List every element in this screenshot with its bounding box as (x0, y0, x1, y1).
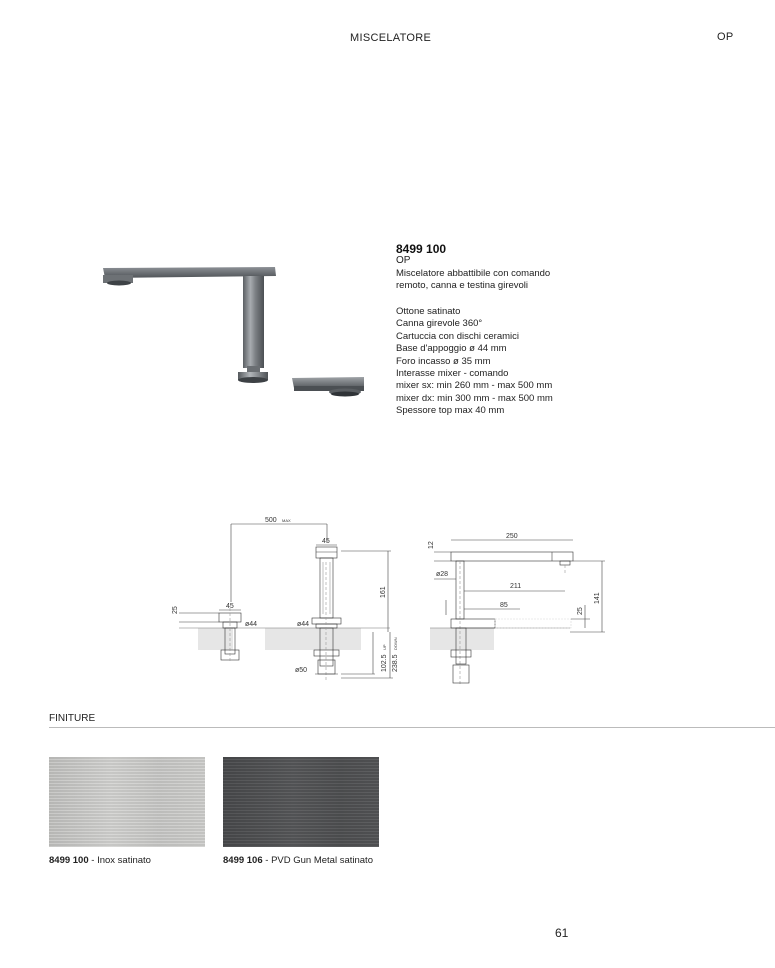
dim-211: 211 (510, 583, 522, 590)
product-code: 8499 100 (396, 242, 447, 256)
spec-item: mixer sx: min 260 mm - max 500 mm (396, 380, 553, 392)
dim-28: ø28 (436, 571, 449, 578)
finish-caption-gunmetal (223, 855, 373, 866)
column-shape (243, 276, 264, 368)
spec-item: Foro incasso ø 35 mm (396, 355, 491, 367)
page-number: 61 (555, 926, 569, 940)
dim-238: 238.5 (392, 654, 399, 672)
spec-item: Canna girevole 360° (396, 318, 483, 330)
finish-label: - Inox satinato (88, 855, 151, 866)
spec-item: Base d'appoggio ø 44 mm (396, 343, 507, 355)
dim-44-right: ø44 (297, 621, 310, 628)
dim-85: 85 (500, 602, 508, 609)
product-description: Miscelatore abbattibile con comando remoto, canna e testina girevoli (396, 268, 551, 292)
finish-swatch-gunmetal (223, 757, 379, 847)
finish-label: - PVD Gun Metal satinato (262, 855, 373, 866)
dim-max: MAX (282, 518, 291, 523)
finish-code: 8499 100 (49, 855, 89, 866)
product-photo (95, 258, 375, 400)
product-name: OP (396, 255, 411, 266)
dim-45-top: 45 (322, 538, 330, 545)
spec-item: Interasse mixer - comando (396, 368, 509, 380)
finish-code: 8499 106 (223, 855, 263, 866)
dim-45-left: 45 (226, 603, 234, 610)
technical-drawing-side (420, 525, 610, 690)
page-title: MISCELATORE (350, 32, 432, 44)
dim-161: 161 (380, 586, 387, 598)
dim-down: DOWN (393, 637, 398, 650)
dim-141: 141 (594, 592, 601, 604)
finishes-title: FINITURE (49, 713, 96, 724)
finishes-divider (49, 727, 775, 728)
spec-item: mixer dx: min 300 mm - max 500 mm (396, 392, 553, 404)
finish-swatch-inox (49, 757, 205, 847)
collection-name: OP (717, 31, 734, 43)
spec-item: Ottone satinato (396, 306, 461, 317)
dim-up: UP (382, 644, 387, 650)
spec-list (396, 306, 636, 418)
dim-12: 12 (428, 541, 435, 549)
dim-44-left: ø44 (245, 621, 258, 628)
dim-25-right: 25 (577, 607, 584, 615)
finish-caption-inox (49, 855, 151, 866)
dim-250: 250 (506, 533, 518, 540)
dim-102: 102.5 (381, 654, 388, 672)
technical-drawing-front (165, 510, 410, 685)
dim-25-left: 25 (172, 606, 179, 614)
spec-item: Cartuccia con dischi ceramici (396, 330, 520, 342)
dim-500: 500 (265, 517, 277, 524)
dim-50: ø50 (295, 667, 308, 674)
spec-item: Spessore top max 40 mm (396, 405, 505, 417)
